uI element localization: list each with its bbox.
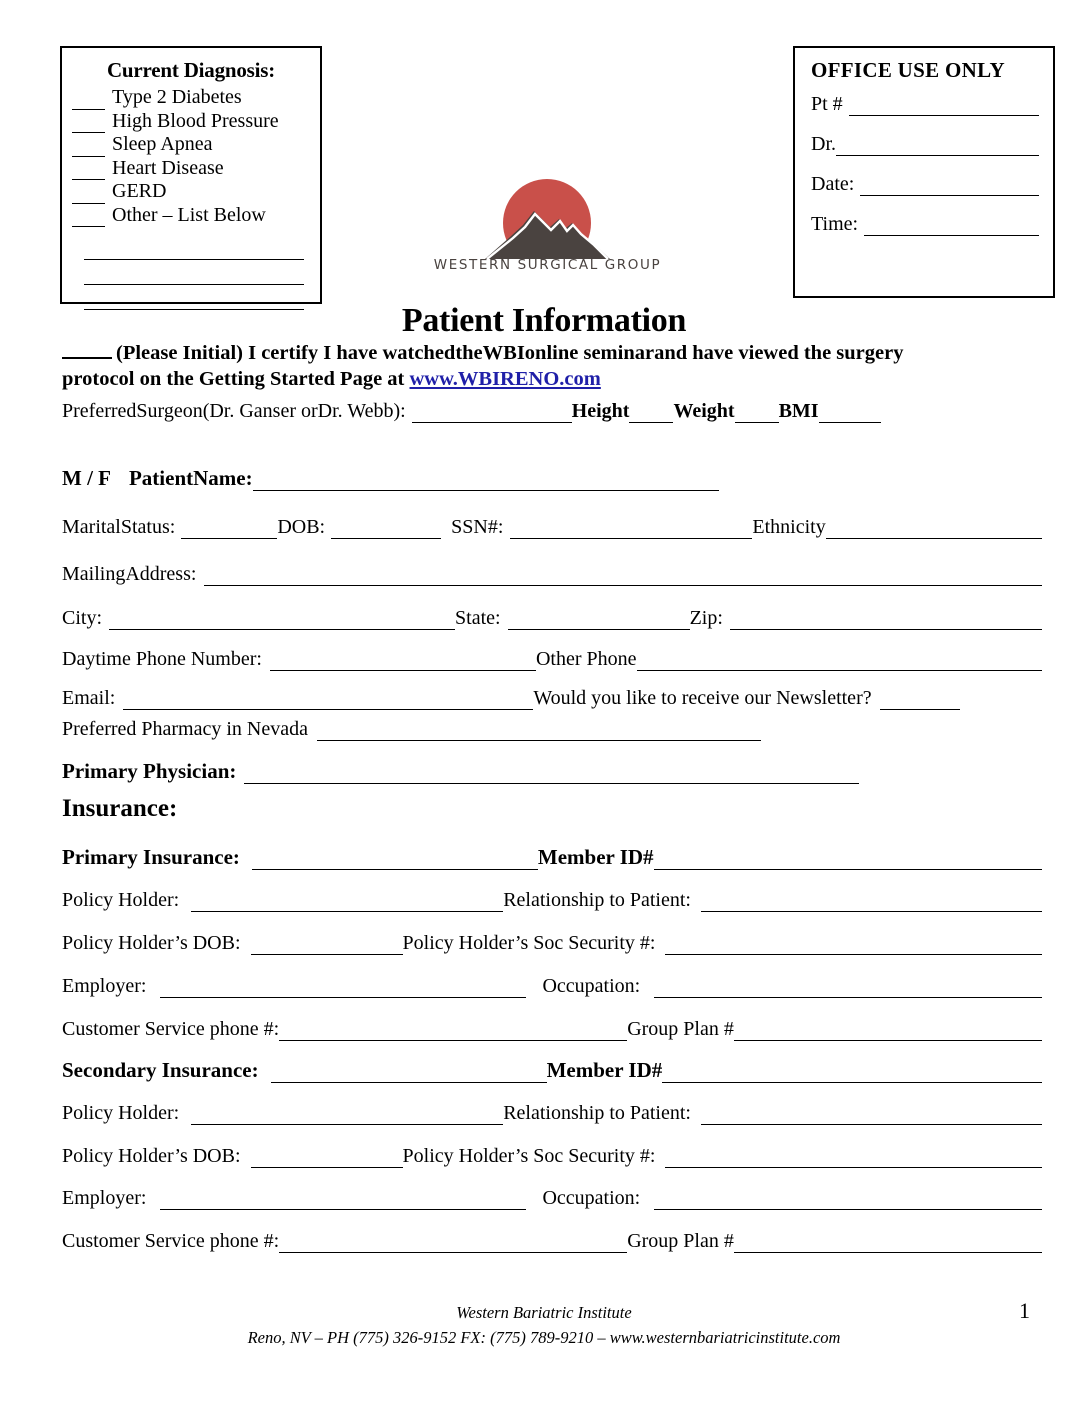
ssn-input-line[interactable] bbox=[510, 523, 752, 539]
daytime-phone-input-line[interactable] bbox=[270, 655, 536, 671]
secondary-member-id-label: Member ID# bbox=[546, 1058, 663, 1082]
primary-employer-label: Employer: bbox=[62, 975, 147, 997]
patient-name-input-line[interactable] bbox=[253, 475, 719, 491]
diagnosis-checkbox-blank[interactable] bbox=[72, 211, 105, 227]
office-field-label: Dr. bbox=[811, 133, 836, 155]
primary-insurance-input-line[interactable] bbox=[252, 854, 538, 870]
email-label: Email: bbox=[62, 687, 116, 709]
primary-holder-dob-input-line[interactable] bbox=[251, 939, 403, 955]
city-input-line[interactable] bbox=[109, 614, 455, 630]
preferred-pharmacy-row bbox=[62, 718, 1042, 741]
primary-customer-service-label: Customer Service phone #: bbox=[62, 1018, 280, 1040]
diagnosis-item[interactable] bbox=[72, 157, 310, 181]
zip-input-line[interactable] bbox=[730, 614, 1042, 630]
primary-employer-input-line[interactable] bbox=[160, 982, 526, 998]
other-phone-label: Other Phone bbox=[535, 648, 637, 670]
primary-policy-holder-row bbox=[62, 889, 1042, 912]
diagnosis-item[interactable] bbox=[72, 86, 310, 110]
office-field-input-line[interactable] bbox=[849, 99, 1039, 116]
state-label: State: bbox=[455, 607, 501, 629]
patient-name-row bbox=[62, 466, 1042, 491]
footer-institute-name: Western Bariatric Institute bbox=[456, 1303, 632, 1322]
secondary-customer-service-label: Customer Service phone #: bbox=[62, 1230, 280, 1252]
western-surgical-group-logo bbox=[430, 175, 665, 285]
mailing-address-row bbox=[62, 563, 1042, 586]
preferred-surgeon-input-line[interactable] bbox=[412, 407, 572, 423]
secondary-policy-holder-input-line[interactable] bbox=[191, 1109, 503, 1125]
patient-name-label: PatientName: bbox=[128, 466, 253, 490]
office-field-label: Date: bbox=[811, 173, 855, 195]
email-input-line[interactable] bbox=[123, 694, 533, 710]
secondary-group-plan-input-line[interactable] bbox=[734, 1237, 1042, 1253]
office-use-only-title: OFFICE USE ONLY bbox=[811, 58, 1005, 82]
office-field-dr[interactable] bbox=[811, 133, 1039, 156]
primary-customer-service-input-line[interactable] bbox=[279, 1025, 627, 1041]
bmi-input-line[interactable] bbox=[819, 407, 881, 423]
preferred-surgeon-row bbox=[62, 400, 1042, 423]
diagnosis-item-label: Type 2 Diabetes bbox=[112, 86, 242, 108]
diagnosis-writein-line[interactable] bbox=[84, 260, 304, 285]
zip-label: Zip: bbox=[689, 607, 723, 629]
logo-wordmark: WESTERN SURGICAL GROUP bbox=[433, 257, 662, 273]
dob-label: DOB: bbox=[277, 516, 326, 538]
secondary-holder-ssn-input-line[interactable] bbox=[665, 1152, 1042, 1168]
secondary-holder-dob-input-line[interactable] bbox=[251, 1152, 403, 1168]
diagnosis-item[interactable] bbox=[72, 110, 310, 134]
phone-row bbox=[62, 648, 1042, 671]
secondary-occupation-label: Occupation: bbox=[542, 1187, 641, 1209]
secondary-holder-dob-ssn-row bbox=[62, 1145, 1042, 1168]
secondary-relationship-input-line[interactable] bbox=[701, 1109, 1042, 1125]
office-field-date[interactable] bbox=[811, 173, 1039, 196]
preferred-pharmacy-label: Preferred Pharmacy in Nevada bbox=[62, 718, 308, 740]
page-number: 1 bbox=[1019, 1298, 1030, 1323]
preferred-surgeon-label: PreferredSurgeon(Dr. Ganser orDr. Webb): bbox=[62, 400, 406, 422]
diagnosis-checklist bbox=[72, 86, 310, 227]
primary-policy-holder-label: Policy Holder: bbox=[62, 889, 180, 911]
primary-occupation-input-line[interactable] bbox=[654, 982, 1042, 998]
primary-group-plan-input-line[interactable] bbox=[734, 1025, 1042, 1041]
diagnosis-item[interactable] bbox=[72, 180, 310, 204]
current-diagnosis-box bbox=[60, 46, 322, 304]
secondary-insurance-row bbox=[62, 1058, 1042, 1083]
secondary-policy-holder-label: Policy Holder: bbox=[62, 1102, 180, 1124]
height-input-line[interactable] bbox=[629, 407, 673, 423]
secondary-customer-service-input-line[interactable] bbox=[279, 1237, 627, 1253]
footer-contact-info: Reno, NV – PH (775) 326-9152 FX: (775) 789-9210 – www.westernbariatricinstitute.com bbox=[247, 1328, 841, 1347]
page-footer bbox=[0, 1300, 1088, 1350]
primary-employer-occupation-row bbox=[62, 975, 1042, 998]
secondary-employer-occupation-row bbox=[62, 1187, 1042, 1210]
marital-dob-ssn-row bbox=[62, 516, 1042, 539]
diagnosis-checkbox-blank[interactable] bbox=[72, 164, 105, 180]
office-field-time[interactable] bbox=[811, 213, 1039, 236]
diagnosis-item-label: GERD bbox=[112, 180, 167, 202]
marital-status-label: MaritalStatus: bbox=[62, 516, 176, 538]
primary-physician-label: Primary Physician: bbox=[62, 759, 237, 783]
secondary-insurance-label: Secondary Insurance: bbox=[62, 1058, 259, 1082]
other-phone-input-line[interactable] bbox=[637, 655, 1042, 671]
office-use-only-box bbox=[793, 46, 1055, 298]
certification-text-line2: protocol on the Getting Started Page at bbox=[62, 368, 410, 390]
primary-holder-dob-label: Policy Holder’s DOB: bbox=[62, 932, 241, 954]
secondary-holder-dob-label: Policy Holder’s DOB: bbox=[62, 1145, 241, 1167]
primary-member-id-input-line[interactable] bbox=[654, 854, 1042, 870]
certification-statement bbox=[62, 340, 1002, 392]
office-field-pt-number[interactable] bbox=[811, 93, 1039, 116]
primary-insurance-label: Primary Insurance: bbox=[62, 845, 240, 869]
city-state-zip-row bbox=[62, 607, 1042, 630]
page-title: Patient Information bbox=[401, 302, 687, 339]
secondary-policy-holder-row bbox=[62, 1102, 1042, 1125]
secondary-insurance-input-line[interactable] bbox=[271, 1067, 547, 1083]
mailing-address-input-line[interactable] bbox=[204, 570, 1042, 586]
marital-status-input-line[interactable] bbox=[181, 523, 277, 539]
primary-physician-row bbox=[62, 759, 1042, 784]
diagnosis-writein-line[interactable] bbox=[84, 235, 304, 260]
insurance-section-heading: Insurance: bbox=[62, 795, 178, 822]
diagnosis-item-label: Other – List Below bbox=[112, 203, 266, 226]
preferred-pharmacy-input-line[interactable] bbox=[317, 725, 761, 741]
office-field-input-line[interactable] bbox=[860, 179, 1039, 196]
ethnicity-label: Ethnicity bbox=[752, 516, 826, 538]
primary-holder-ssn-label: Policy Holder’s Soc Security #: bbox=[402, 932, 656, 954]
newsletter-input-line[interactable] bbox=[880, 694, 960, 710]
daytime-phone-label: Daytime Phone Number: bbox=[62, 648, 262, 670]
height-label: Height bbox=[571, 400, 630, 422]
sex-selector-label[interactable]: M / F bbox=[62, 466, 111, 490]
office-field-input-line[interactable] bbox=[836, 139, 1039, 156]
email-newsletter-row bbox=[62, 687, 1042, 710]
diagnosis-checkbox-blank[interactable] bbox=[72, 94, 105, 110]
secondary-member-id-input-line[interactable] bbox=[662, 1067, 1042, 1083]
initial-blank-line[interactable] bbox=[62, 343, 112, 359]
secondary-employer-input-line[interactable] bbox=[160, 1194, 526, 1210]
primary-holder-ssn-input-line[interactable] bbox=[665, 939, 1042, 955]
primary-policy-holder-input-line[interactable] bbox=[191, 896, 503, 912]
certification-text-line1: (Please Initial) I certify I have watchedtheWBIonline seminarand have viewed the surgery bbox=[116, 342, 904, 364]
weight-label: Weight bbox=[673, 400, 735, 422]
office-field-label: Pt # bbox=[811, 93, 843, 115]
diagnosis-item-label: Heart Disease bbox=[112, 156, 224, 179]
primary-relationship-input-line[interactable] bbox=[701, 896, 1042, 912]
diagnosis-item[interactable] bbox=[72, 133, 310, 157]
secondary-customer-service-row bbox=[62, 1230, 1042, 1253]
state-input-line[interactable] bbox=[508, 614, 690, 630]
secondary-holder-ssn-label: Policy Holder’s Soc Security #: bbox=[402, 1145, 656, 1167]
bmi-label: BMI bbox=[778, 400, 819, 422]
weight-input-line[interactable] bbox=[735, 407, 779, 423]
ssn-label: SSN#: bbox=[451, 516, 504, 538]
diagnosis-item[interactable] bbox=[72, 204, 310, 228]
primary-occupation-label: Occupation: bbox=[542, 975, 641, 997]
primary-insurance-row bbox=[62, 845, 1042, 870]
current-diagnosis-title: Current Diagnosis: bbox=[106, 58, 276, 82]
diagnosis-item-label: High Blood Pressure bbox=[112, 109, 279, 132]
wbireno-website-link[interactable]: www.WBIRENO.com bbox=[409, 368, 601, 390]
diagnosis-checkbox-blank[interactable] bbox=[72, 188, 105, 204]
primary-physician-input-line[interactable] bbox=[244, 768, 859, 784]
secondary-group-plan-label: Group Plan # bbox=[627, 1230, 734, 1252]
logo-mountain-sun-icon bbox=[430, 175, 665, 259]
primary-relationship-label: Relationship to Patient: bbox=[503, 889, 691, 911]
secondary-occupation-input-line[interactable] bbox=[654, 1194, 1042, 1210]
ethnicity-input-line[interactable] bbox=[826, 523, 1042, 539]
secondary-relationship-label: Relationship to Patient: bbox=[503, 1102, 691, 1124]
mailing-address-label: MailingAddress: bbox=[62, 563, 197, 585]
city-label: City: bbox=[62, 607, 103, 629]
primary-group-plan-label: Group Plan # bbox=[627, 1018, 734, 1040]
primary-customer-service-row bbox=[62, 1018, 1042, 1041]
office-field-input-line[interactable] bbox=[864, 219, 1039, 236]
secondary-employer-label: Employer: bbox=[62, 1187, 147, 1209]
diagnosis-item-label: Sleep Apnea bbox=[112, 133, 213, 155]
diagnosis-checkbox-blank[interactable] bbox=[72, 117, 105, 133]
newsletter-question-label: Would you like to receive our Newsletter? bbox=[533, 687, 872, 709]
primary-holder-dob-ssn-row bbox=[62, 932, 1042, 955]
primary-member-id-label: Member ID# bbox=[537, 845, 654, 869]
diagnosis-checkbox-blank[interactable] bbox=[72, 141, 105, 157]
office-field-label: Time: bbox=[811, 213, 859, 235]
dob-input-line[interactable] bbox=[331, 523, 441, 539]
